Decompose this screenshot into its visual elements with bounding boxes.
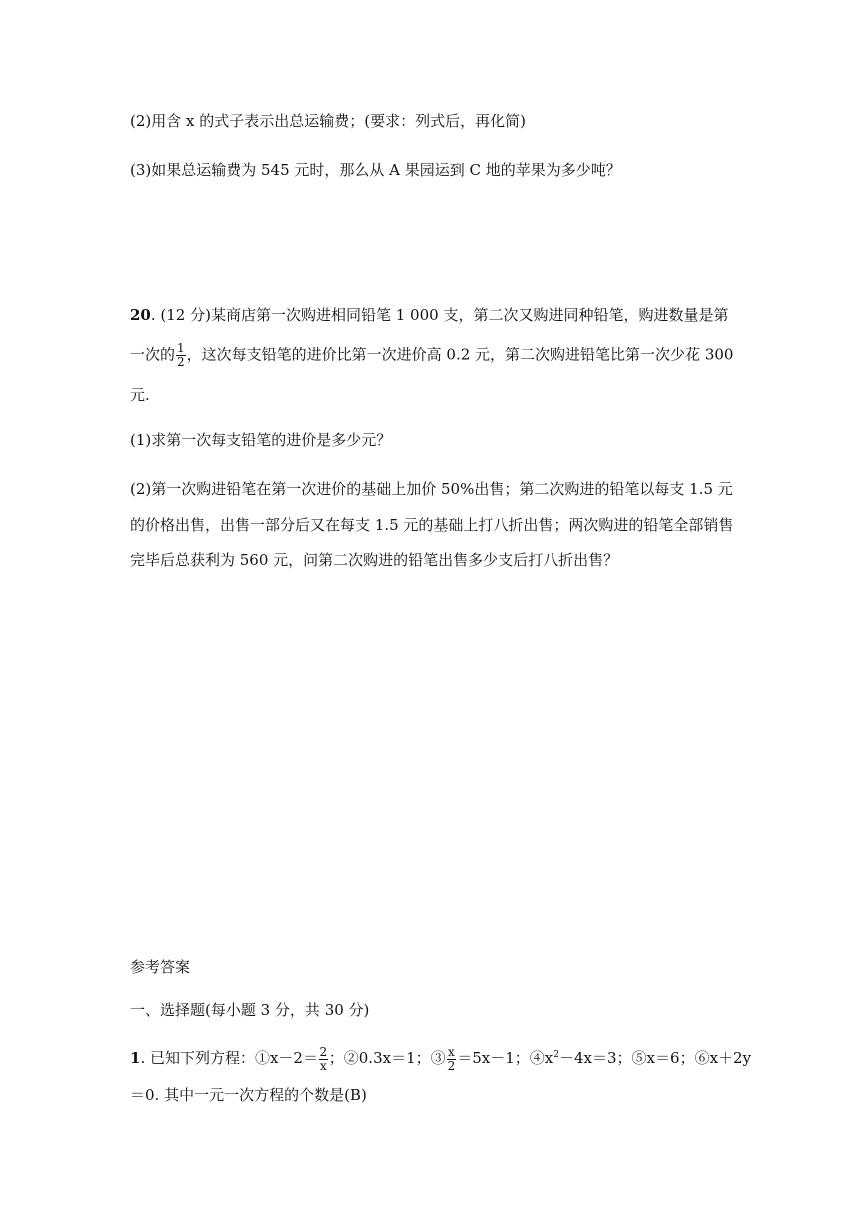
answer-q1-text-a: . 已知下列方程：①x－2＝ [140, 1049, 318, 1067]
fraction-one-half [176, 342, 186, 369]
answer-q1-text-c: ＝5x－1；④x [457, 1049, 554, 1067]
answer-question-1-line-1 [130, 1045, 751, 1073]
answer-q1-text-d: －4x＝3；⑤x＝6；⑥x＋2y [559, 1049, 752, 1067]
answer-question-1-number: 1 [130, 1049, 141, 1067]
fraction-numerator: 1 [177, 341, 185, 355]
question-19-part-3: (3)如果总运输费为 545 元时，那么从 A 果园运到 C 地的苹果为多少吨？ [130, 161, 621, 179]
question-20-line-2 [130, 342, 733, 369]
question-19-part-2: (2)用含 x 的式子表示出总运输费；(要求：列式后，再化简) [130, 112, 526, 130]
answer-q1-text-b: ；②0.3x＝1；③ [328, 1049, 446, 1067]
answers-heading: 参考答案 [130, 958, 191, 976]
question-20-part-2-line-3: 完毕后总获利为 560 元，问第二次购进的铅笔出售多少支后打八折出售？ [130, 551, 619, 569]
superscript-two: 2 [553, 1050, 560, 1060]
question-20-part-2-line-2: 的价格出售，出售一部分后又在每支 1.5 元的基础上打八折出售；两次购进的铅笔全部销售 [130, 516, 734, 534]
question-20-part-1: (1)求第一次每支铅笔的进价是多少元？ [130, 431, 392, 449]
question-20-number: 20 [130, 306, 151, 324]
question-20-line-3: 元. [130, 386, 150, 404]
fraction-numerator: 2 [319, 1044, 328, 1059]
fraction-two-over-x [319, 1046, 328, 1073]
fraction-denominator: 2 [447, 1058, 456, 1073]
question-20-line-2-post: ，这次每支铅笔的进价比第一次进价高 0.2 元，第二次购进铅笔比第一次少花 300 [186, 345, 734, 364]
fraction-denominator: 2 [177, 355, 185, 369]
answers-section-1: 一、选择题(每小题 3 分，共 30 分) [130, 1001, 370, 1019]
fraction-denominator: x [319, 1058, 327, 1073]
question-20-part-2-line-1: (2)第一次购进铅笔在第一次进价的基础上加价 50%出售；第二次购进的铅笔以每支 1.5 元 [130, 480, 733, 498]
fraction-x-over-two [447, 1046, 457, 1073]
answer-question-1-line-2: ＝0. 其中一元一次方程的个数是(B) [130, 1086, 367, 1104]
question-20-line-1 [130, 305, 728, 325]
fraction-numerator: x [448, 1044, 455, 1059]
question-20-line-2-pre: 一次的 [130, 345, 176, 364]
question-20-line-1-text: . (12 分)某商店第一次购进相同铅笔 1 000 支，第二次又购进同种铅笔，购进数量是第 [150, 306, 729, 324]
